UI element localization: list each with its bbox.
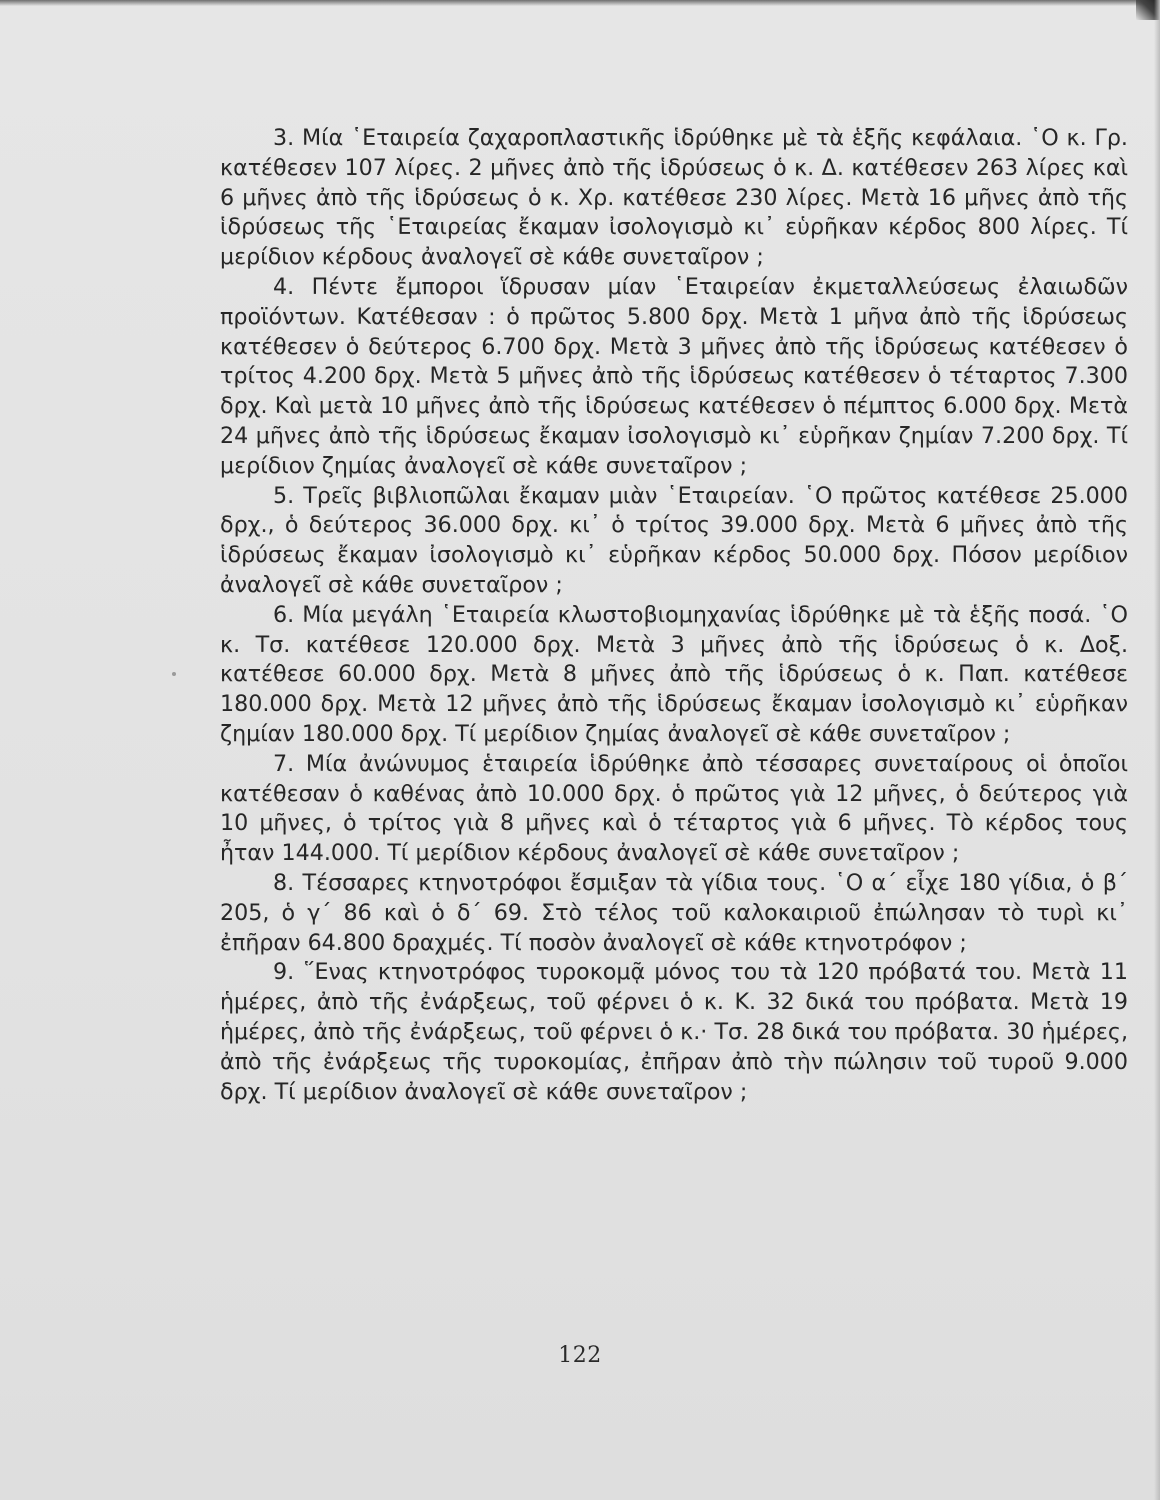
exercise-list [220, 124, 1128, 1107]
exercise-9: 9. ῞Ενας κτηνοτρόφος τυροκομᾷ μόνος του τὰ 120 πρόβατά του. Μετὰ 11 ἡμέρες, ἀπὸ τῆς ἐνάρξεως, τοῦ φέρνει ὁ κ. Κ. 32 δικά του πρόβατα. Μετὰ 19 ἡμέρες, ἀπὸ τῆς ἐνάρξεως, τοῦ φέρνει ὁ κ.· Τσ. 28 δικά του πρόβατα. 30 ἡμέρες, ἀπὸ τῆς ἐνάρξεως τῆς τυροκομίας, ἐπῆραν ἀπὸ τὴν πώλησιν τοῦ τυροῦ 9.000 δρχ. Τί μερίδιον ἀναλογεῖ σὲ κάθε συνεταῖρον ; [220, 959, 1128, 1105]
exercise-8: 8. Τέσσαρες κτηνοτρόφοι ἔσμιξαν τὰ γίδια τους. ῾Ο α΄ εἶχε 180 γίδια, ὁ β΄ 205, ὁ γ΄ 86 καὶ ὁ δ΄ 69. Στὸ τέλος τοῦ καλοκαιριοῦ ἐπώλησαν τὸ τυρὶ κι᾽ ἐπῆραν 64.800 δραχμές. Τί ποσὸν ἀναλογεῖ σὲ κάθε κτηνοτρόφον ; [220, 869, 1128, 956]
page-number: 122 [558, 1343, 602, 1368]
scan-edge-right [1154, 0, 1160, 1500]
exercise-3: 3. Μία ῾Εταιρεία ζαχαροπλαστικῆς ἱδρύθηκε μὲ τὰ ἑξῆς κεφάλαια. ῾Ο κ. Γρ. κατέθεσεν 107 λίρες. 2 μῆνες ἀπὸ τῆς ἱδρύσεως ὁ κ. Δ. κατέθεσεν 263 λίρες καὶ 6 μῆνες ἀπὸ τῆς ἱδρύσεως ὁ κ. Χρ. κατέθεσε 230 λίρες. Μετὰ 16 μῆνες ἀπὸ τῆς ἱδρύσεως τῆς ῾Εταιρείας ἔκαμαν ἰσολογισμὸ κι᾽ εὑρῆκαν κέρδος 800 λίρες. Τί μερίδιον κέρδους ἀναλογεῖ σὲ κάθε συνεταῖρον ; [220, 125, 1128, 271]
exercise-6: 6. Μία μεγάλη ῾Εταιρεία κλωστοβιομηχανίας ἱδρύθηκε μὲ τὰ ἑξῆς ποσά. ῾Ο κ. Τσ. κατέθεσε 120.000 δρχ. Μετὰ 3 μῆνες ἀπὸ τῆς ἱδρύσεως ὁ κ. Δοξ. κατέθεσε 60.000 δρχ. Μετὰ 8 μῆνες ἀπὸ τῆς ἱδρύσεως ὁ κ. Παπ. κατέθεσε 180.000 δρχ. Μετὰ 12 μῆνες ἀπὸ τῆς ἱδρύσεως ἔκαμαν ἰσολογισμὸ κι᾽ εὑρῆκαν ζημίαν 180.000 δρχ. Τί μερίδιον ζημίας ἀναλογεῖ σὲ κάθε συνεταῖρον ; [220, 601, 1128, 747]
paper-speck [172, 672, 176, 676]
scan-edge-top [0, 0, 1160, 6]
exercise-7: 7. Μία ἀνώνυμος ἑταιρεία ἱδρύθηκε ἀπὸ τέσσαρες συνεταίρους οἱ ὁποῖοι κατέθεσαν ὁ καθένας ἀπὸ 10.000 δρχ. ὁ πρῶτος γιὰ 12 μῆνες, ὁ δεύτερος γιὰ 10 μῆνες, ὁ τρίτος γιὰ 8 μῆνες καὶ ὁ τέταρτος γιὰ 6 μῆνες. Τὸ κέρδος τους ἦταν 144.000. Τί μερίδιον κέρδους ἀναλογεῖ σὲ κάθε συνεταῖρον ; [220, 750, 1128, 867]
exercise-4: 4. Πέντε ἔμποροι ἵδρυσαν μίαν ῾Εταιρείαν ἐκμεταλλεύσεως ἐλαιωδῶν προϊόντων. Κατέθεσαν : ὁ πρῶτος 5.800 δρχ. Μετὰ 1 μῆνα ἀπὸ τῆς ἱδρύσεως κατέθεσεν ὁ δεύτερος 6.700 δρχ. Μετὰ 3 μῆνες ἀπὸ τῆς ἱδρύσεως κατέθεσεν ὁ τρίτος 4.200 δρχ. Μετὰ 5 μῆνες ἀπὸ τῆς ἱδρύσεως κατέθεσεν ὁ τέταρτος 7.300 δρχ. Καὶ μετὰ 10 μῆνες ἀπὸ τῆς ἱδρύσεως κατέθεσεν ὁ πέμπτος 6.000 δρχ. Μετὰ 24 μῆνες ἀπὸ τῆς ἱδρύσεως ἔκαμαν ἰσολογισμὸ κι᾽ εὑρῆκαν ζημίαν 7.200 δρχ. Τί μερίδιον ζημίας ἀναλογεῖ σὲ κάθε συνεταῖρον ; [220, 273, 1128, 479]
exercise-5: 5. Τρεῖς βιβλιοπῶλαι ἔκαμαν μιὰν ῾Εταιρείαν. ῾Ο πρῶτος κατέθεσε 25.000 δρχ., ὁ δεύτερος 36.000 δρχ. κι᾽ ὁ τρίτος 39.000 δρχ. Μετὰ 6 μῆνες ἀπὸ τῆς ἱδρύσεως ἔκαμαν ἰσολογισμὸ κι᾽ εὑρῆκαν κέρδος 50.000 δρχ. Πόσον μερίδιον ἀναλογεῖ σὲ κάθε συνεταῖρον ; [220, 482, 1128, 598]
